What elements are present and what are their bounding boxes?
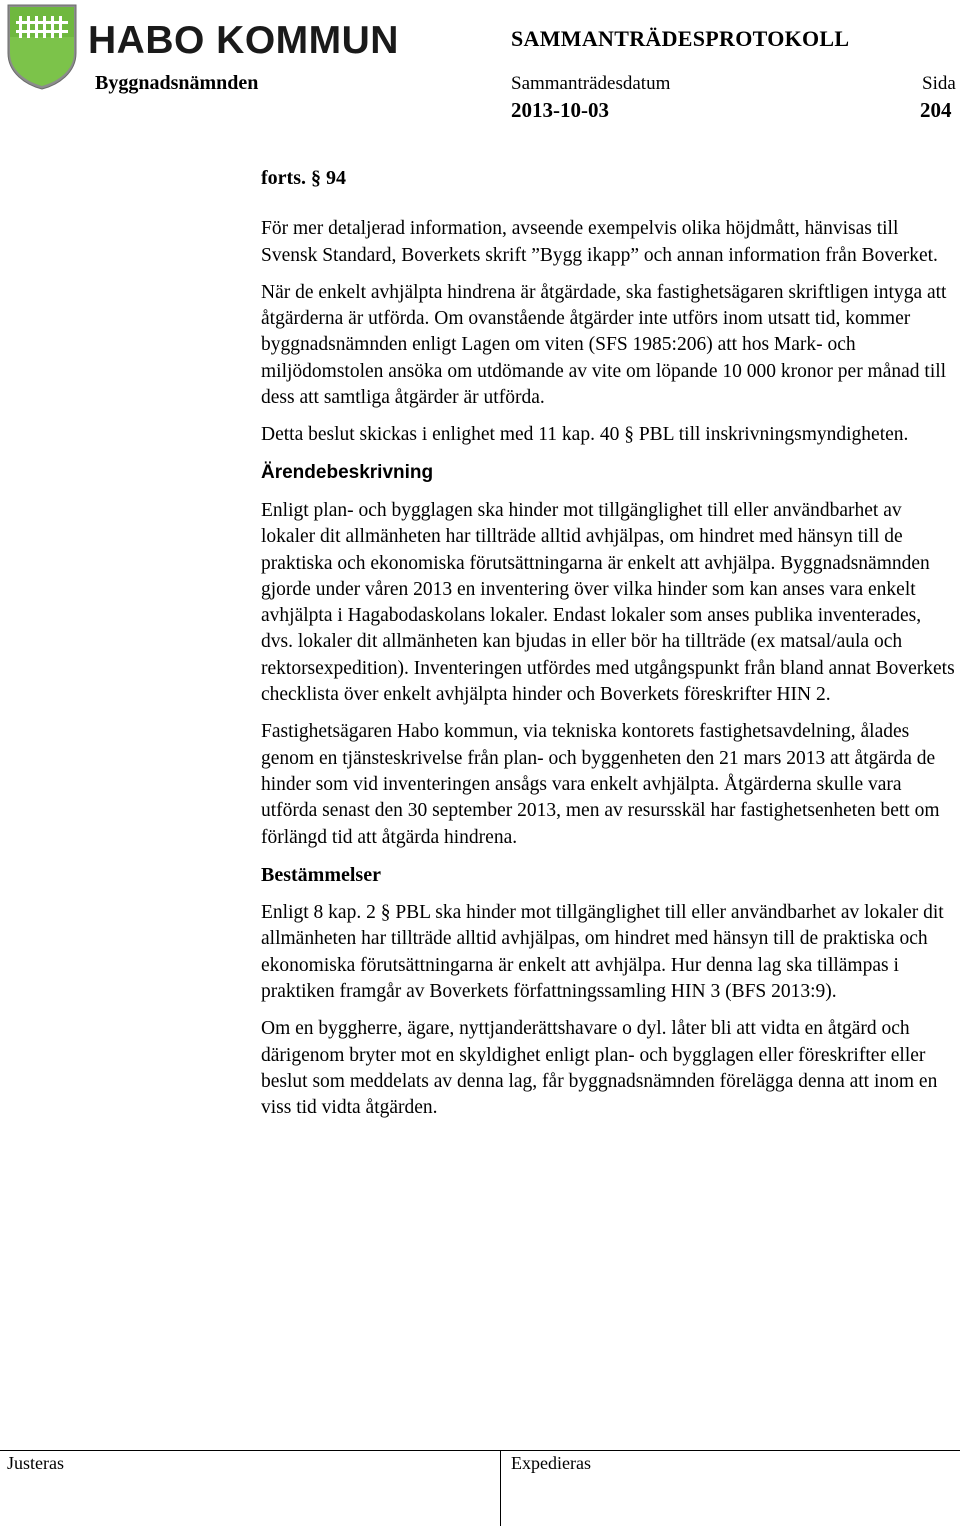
paragraph-bestammelser-2: Om en byggherre, ägare, nyttjanderättshavare o dyl. låter bli att vidta en åtgärd och därigenom bryter mot en skyldighet enligt plan- och bygglagen eller föreskrifter eller beslut som meddelats av denna lag, får byggnadsnämnden förelägga denna att inom en viss tid vidta åtgärden. [261,1018,938,1119]
logo-wordmark: HABO KOMMUN [88,19,399,62]
paragraph-bestammelser-1: Enligt 8 kap. 2 § PBL ska hinder mot tillgänglighet till eller användbarhet av lokaler dit allmänheten har tillträde alltid avhjälpas, om hindret med hänsyn till de praktiska och ekonomiska förutsättningarna är enkelt att avhjälpa. Hur denna lag ska tillämpas i praktiken framgår av Boverkets författningssamling HIN 3 (BFS 2013:9). [261,902,944,1003]
paragraph-arende-1: Enligt plan- och bygglagen ska hinder mot tillgänglighet till eller användbarhet av lokaler dit allmänheten har tillträde alltid avhjälpas, om hindret med hänsyn till de praktiska och ekonomiska förutsättningarna är enkelt att avhjälpa. Byggnadsnämnden gjorde under våren 2013 en inventering över vilka hinder som kan anses vara enkelt avhjälpta i Hagabodaskolans lokaler. Endast lokaler som anses publika inventerades, dvs. lokaler dit allmänheten kan bjudas in eller bör ha tillträde (ex matsal/aula och rektorsexpedition). Inventeringen utfördes med utgångspunkt från bland annat Boverkets checklista över enkelt avhjälpta hinder och Boverkets föreskrifter HIN 2. [261,499,955,706]
document-body [261,165,955,1133]
section-heading-bestammelser: Bestämmelser [261,863,381,886]
continuation-label: forts. § 94 [261,167,346,189]
department-name: Byggnadsnämnden [95,72,259,94]
page-number: 204 [920,98,952,122]
footer-justeras-label: Justeras [7,1453,64,1473]
page-label: Sida [922,73,956,94]
footer-column-separator [500,1450,501,1526]
footer-divider [0,1450,960,1451]
meeting-date-value: 2013-10-03 [511,98,609,122]
municipality-shield-logo [6,3,78,91]
paragraph-info: För mer detaljerad information, avseende exempelvis olika höjdmått, hänvisas till Svensk Standard, Boverkets skrift ”Bygg ikapp” och annan information från Boverket. [261,218,938,266]
paragraph-fine: När de enkelt avhjälpta hindrena är åtgärdade, ska fastighetsägaren skriftligen intyga att åtgärderna är utförda. Om ovanstående åtgärder inte utförs inom utsatt tid, kommer byggnadsnämnden enligt Lagen om viten (SFS 1985:206) att hos Mark- och miljödomstolen ansöka om utdömande av vite om löpande 10 000 kronor per månad till dess att samtliga åtgärder är utförda. [261,281,947,409]
document-title: SAMMANTRÄDESPROTOKOLL [511,26,850,51]
meeting-date-label: Sammanträdesdatum [511,73,671,94]
paragraph-distribution: Detta beslut skickas i enlighet med 11 kap. 40 § PBL till inskrivningsmyndigheten. [261,424,909,446]
footer-expedieras-label: Expedieras [511,1453,591,1473]
paragraph-arende-2: Fastighetsägaren Habo kommun, via tekniska kontorets fastighetsavdelning, ålades genom en tjänsteskrivelse från plan- och byggenheten den 21 mars 2013 att åtgärda de hinder som vid inventeringen ansågs vara enkelt avhjälpta. Åtgärderna skulle vara utförda senast den 30 september 2013, men av resursskäl har fastighetsenheten bett om förlängd tid att åtgärda hindrena. [261,721,940,848]
section-heading-arendebeskrivning: Ärendebeskrivning [261,461,434,483]
